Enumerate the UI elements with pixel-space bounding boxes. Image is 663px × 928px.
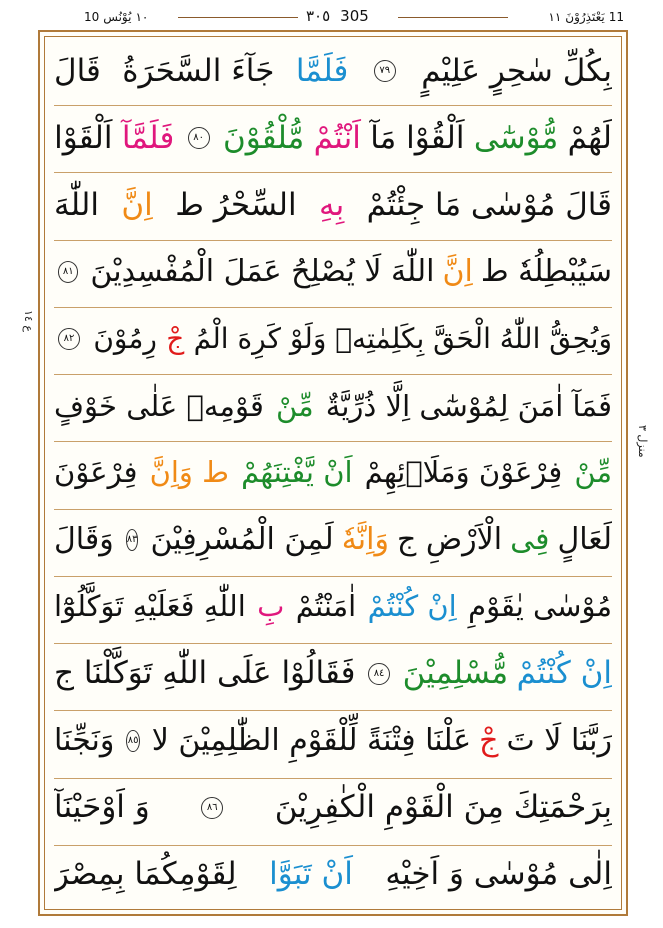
- verse-text: فِرْعَوْنَ وَمَلَا۟ئِهِمْ: [364, 455, 563, 490]
- ayah-marker: ٧٩: [374, 60, 396, 82]
- para-number: 11: [608, 10, 624, 24]
- line-content: [54, 388, 612, 423]
- verse-text: اِنَّ: [121, 186, 153, 223]
- line-separator: [54, 374, 612, 375]
- line-content: [54, 254, 612, 290]
- verse-text: الْاَرْضِ ج: [396, 521, 503, 557]
- line-separator: [54, 576, 612, 577]
- line-separator: [54, 307, 612, 308]
- line-content: [54, 119, 612, 156]
- line-separator: [54, 845, 612, 846]
- verse-text: قَوْمِهٖ عَلٰى خَوْفٍ: [54, 388, 264, 423]
- text-line: [54, 172, 612, 239]
- verse-text: مُوْسٰى يٰقَوْمِ: [468, 589, 612, 624]
- verse-text: اَنْ يَّفْتِنَهُمْ: [241, 455, 353, 490]
- surah-number-arabic: ١٠: [135, 10, 149, 24]
- line-content: [54, 455, 612, 490]
- line-separator: [54, 105, 612, 106]
- verse-text: مُّوْسٰٓى: [473, 119, 559, 156]
- para-header: [548, 10, 624, 24]
- text-line: [54, 506, 612, 573]
- line-content: [54, 186, 612, 223]
- verse-text: فَلَمَّا: [295, 52, 349, 89]
- page-number-latin: 305: [340, 7, 369, 25]
- verse-text: عَلْنَا فِتْنَةً لِّلْقَوْمِ الظّٰلِمِيْنَ لا: [151, 722, 472, 758]
- line-separator: [54, 509, 612, 510]
- verse-text: ط وَاِنَّ: [149, 455, 229, 490]
- page-number: [306, 7, 369, 25]
- page-frame: [38, 30, 628, 916]
- verse-text: رَبَّنَا لَا تَ: [506, 722, 612, 758]
- verse-text: لَمِنَ الْمُسْرِفِيْنَ: [150, 521, 334, 557]
- line-separator: [54, 778, 612, 779]
- verse-text: بِهِ: [318, 186, 345, 223]
- verse-text: وَيُحِقُّ اللّٰهُ الْحَقَّ بِكَلِمٰتِهٖ وَلَوْ كَرِهَ الْمُ: [193, 322, 612, 356]
- line-separator: [54, 172, 612, 173]
- verse-text: وَقَالَ: [54, 521, 114, 557]
- page-number-arabic: ٣٠٥: [306, 7, 331, 25]
- verse-text: فَقَالُوْا عَلَى اللّٰهِ تَوَكَّلْنَا ج: [54, 655, 356, 692]
- verse-text: لَهُمْ: [567, 119, 612, 156]
- text-line: [54, 105, 612, 172]
- line-separator: [54, 240, 612, 241]
- ayah-marker: ٨٤: [368, 663, 390, 685]
- verse-text: اِنْ كُنْتُمْ: [516, 655, 612, 692]
- verse-text: السِّحْرُ ط: [175, 186, 297, 223]
- verse-text: وَاِنَّهٗ: [341, 521, 389, 557]
- verse-text: لَعَالٍ: [557, 521, 612, 557]
- para-number-arabic: ١١: [548, 10, 562, 24]
- ayah-marker: ٨٥: [126, 730, 139, 752]
- ayah-marker: ٨٠: [188, 127, 210, 149]
- ayah-marker: ٨٦: [201, 797, 223, 819]
- verse-text: لِقَوْمِكُمَا بِمِصْرَ: [54, 856, 237, 893]
- verse-text: اَلْقَوْا: [54, 119, 113, 156]
- verse-text: فَمَآ اٰمَنَ لِمُوْسٰٓى اِلَّا ذُرِّيَّةٌ: [325, 388, 612, 423]
- verse-text: مِّنْ: [276, 388, 314, 423]
- line-content: [54, 722, 612, 758]
- verse-text: جْ: [166, 322, 185, 356]
- line-content: [54, 789, 612, 826]
- verse-text: فَلَمَّآ: [121, 119, 175, 156]
- line-separator: [54, 643, 612, 644]
- verse-text: اِنْ كُنْتُمْ: [367, 589, 457, 624]
- verse-text: سَيُبْطِلُهٗ ط: [480, 254, 612, 290]
- verse-text: جَآءَ السَّحَرَةُ: [122, 52, 275, 89]
- verse-text: مُّسْلِمِيْنَ: [402, 655, 509, 692]
- ayah-marker: ٨٣: [126, 529, 139, 551]
- para-name: یَعْتَذِرُوْنَ: [565, 10, 605, 24]
- line-content: [54, 856, 612, 893]
- verse-text: اَنْ تَبَوَّا: [269, 856, 353, 893]
- surah-number: 10: [84, 10, 100, 24]
- verse-text: رِمُوْنَ: [93, 322, 157, 356]
- verse-text: اللّٰهَ لَا يُصْلِحُ عَمَلَ الْمُفْسِدِيْنَ: [90, 254, 435, 290]
- verse-text: قَالَ: [54, 52, 101, 89]
- text-line: [54, 38, 612, 105]
- verse-text: اللّٰهِ فَعَلَيْهِ تَوَكَّلُوْٓا: [54, 589, 246, 624]
- text-line: [54, 640, 612, 707]
- text-line: [54, 774, 612, 841]
- surah-header: [84, 10, 148, 24]
- text-line: [54, 841, 612, 908]
- surah-name: یُوْنُس: [103, 10, 132, 24]
- line-content: [54, 655, 612, 692]
- text-line: [54, 707, 612, 774]
- text-line: [54, 306, 612, 373]
- verse-text: فِرْعَوْنَ: [54, 455, 138, 490]
- verse-text: بِ: [257, 589, 285, 624]
- verse-text: اللّٰهَ: [54, 186, 99, 223]
- header-rule-left: [178, 17, 298, 18]
- verse-text: اِلٰى مُوْسٰى وَ اَخِيْهِ: [385, 856, 612, 893]
- text-line: [54, 573, 612, 640]
- text-line: [54, 440, 612, 507]
- verse-text: اَنْتُمْ: [313, 119, 361, 156]
- verse-text: جْ: [479, 722, 499, 758]
- verse-text: قَالَ مُوْسٰى مَا جِئْتُمْ: [366, 186, 612, 223]
- line-content: [54, 521, 612, 557]
- header-rule-right: [398, 17, 508, 18]
- text-line: [54, 239, 612, 306]
- verse-text: بِرَحْمَتِكَ مِنَ الْقَوْمِ الْكٰفِرِيْنَ: [274, 789, 612, 826]
- page-header: [38, 4, 628, 30]
- verse-text: اَلْقُوْا مَآ: [370, 119, 465, 156]
- verse-text: اِنَّ: [442, 254, 473, 290]
- line-content: [54, 322, 612, 356]
- verse-text: فِى: [510, 521, 550, 557]
- verse-text: بِكُلِّ سٰحِرٍ عَلِيْمٍ: [421, 52, 612, 89]
- ayah-marker: ٨١: [58, 261, 78, 283]
- manzil-marker: منزل ٣: [636, 425, 649, 458]
- verse-text: مِّنْ: [574, 455, 612, 490]
- text-line: [54, 373, 612, 440]
- ruku-marker: ع ١٤: [22, 310, 35, 332]
- line-content: [54, 52, 612, 89]
- line-content: [54, 589, 612, 624]
- verse-text: اٰمَنْتُمْ: [295, 589, 357, 624]
- verse-text: مُّلْقُوْنَ: [222, 119, 305, 156]
- line-separator: [54, 441, 612, 442]
- verse-text: وَ اَوْحَيْنَآ: [54, 789, 150, 826]
- line-separator: [54, 710, 612, 711]
- verse-text: وَنَجِّنَا: [54, 722, 115, 758]
- ayah-marker: ٨٢: [58, 328, 80, 350]
